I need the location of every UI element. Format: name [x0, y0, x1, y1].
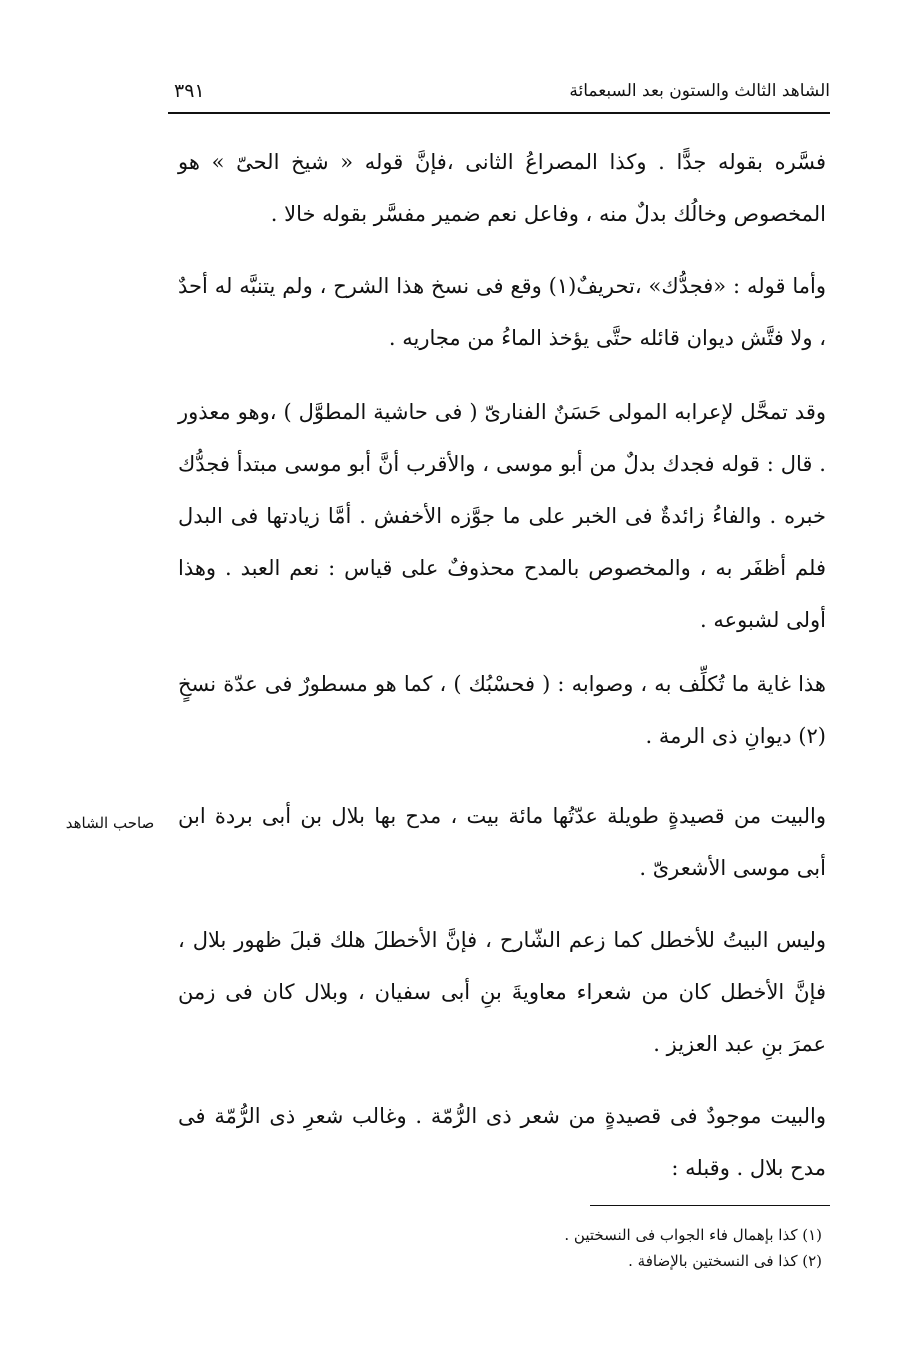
footnote-2: (٢) كذا فى النسختين بالإضافة . [628, 1252, 822, 1270]
footnote-1: (١) كذا بإهمال فاء الجواب فى النسختين . [564, 1226, 822, 1244]
paragraph-7: والبيت موجودٌ فى قصيدةٍ من شعر ذى الرُّمّة . وغالب شعرِ ذى الرُّمّة فى مدح بلال . وقبله : [178, 1104, 826, 1180]
paragraph-4: هذا غاية ما تُكلِّف به ، وصوابه : ( فحسْبُك ) ، كما هو مسطورٌ فى عدّة نسخٍ (٢) ديوانِ ذى الرمة . [178, 672, 826, 748]
paragraph-6: وليس البيتُ للأخطل كما زعم الشّارح ، فإنَّ الأخطلَ هلك قبلَ ظهور بلال ، فإنَّ الأخطل كان من شعراء معاويةَ بنِ أبى سفيان ، وبلال كان فى زمن عمرَ بنِ عبد العزيز . [178, 928, 826, 1056]
running-head: الشاهد الثالث والستون بعد السبعمائة [569, 81, 830, 101]
footnote-rule [590, 1205, 830, 1206]
page-number: ٣٩١ [174, 80, 205, 102]
paragraph-5: والبيت من قصيدةٍ طويلة عدّتُها مائة بيت ، مدح بها بلال بن أبى بردة ابن أبى موسى الأشعرىّ . [178, 804, 826, 880]
main-text [178, 0, 826, 1200]
paragraph-1: فسَّره بقوله جدًّا . وكذا المصراعُ الثانى ،فإنَّ قوله « شيخ الحىّ » هو المخصوص وخالُك بدلٌ منه ، وفاعل نعم ضمير مفسَّر بقوله خالا . [178, 150, 826, 226]
footnotes [402, 1222, 822, 1274]
margin-note: صاحب الشاهد [65, 814, 155, 832]
paragraph-3: وقد تمحَّل لإعرابه المولى حَسَنٌ الفنارىّ ( فى حاشية المطوَّل ) ،وهو معذور . قال : قوله فجدك بدلٌ من أبو موسى ، والأقرب أنَّ أبو موسى مبتدأ فجدُّك خبره . والفاءُ زائدةٌ فى الخبر على ما جوَّزه الأخفش . أمَّا زيادتها فى البدل فلم أظفَر به ، والمخصوص بالمدح محذوفٌ على قياس : نعم العبد . وهذا أولى لشبوعه . [178, 400, 826, 632]
paragraph-2: وأما قوله : «فجدُّك» ،تحريفٌ(١) وقع فى نسخ هذا الشرح ، ولم يتنبَّه له أحدٌ ، ولا فتَّش ديوان قائله حتَّى يؤخذ الماءُ من مجاريه . [178, 274, 826, 350]
